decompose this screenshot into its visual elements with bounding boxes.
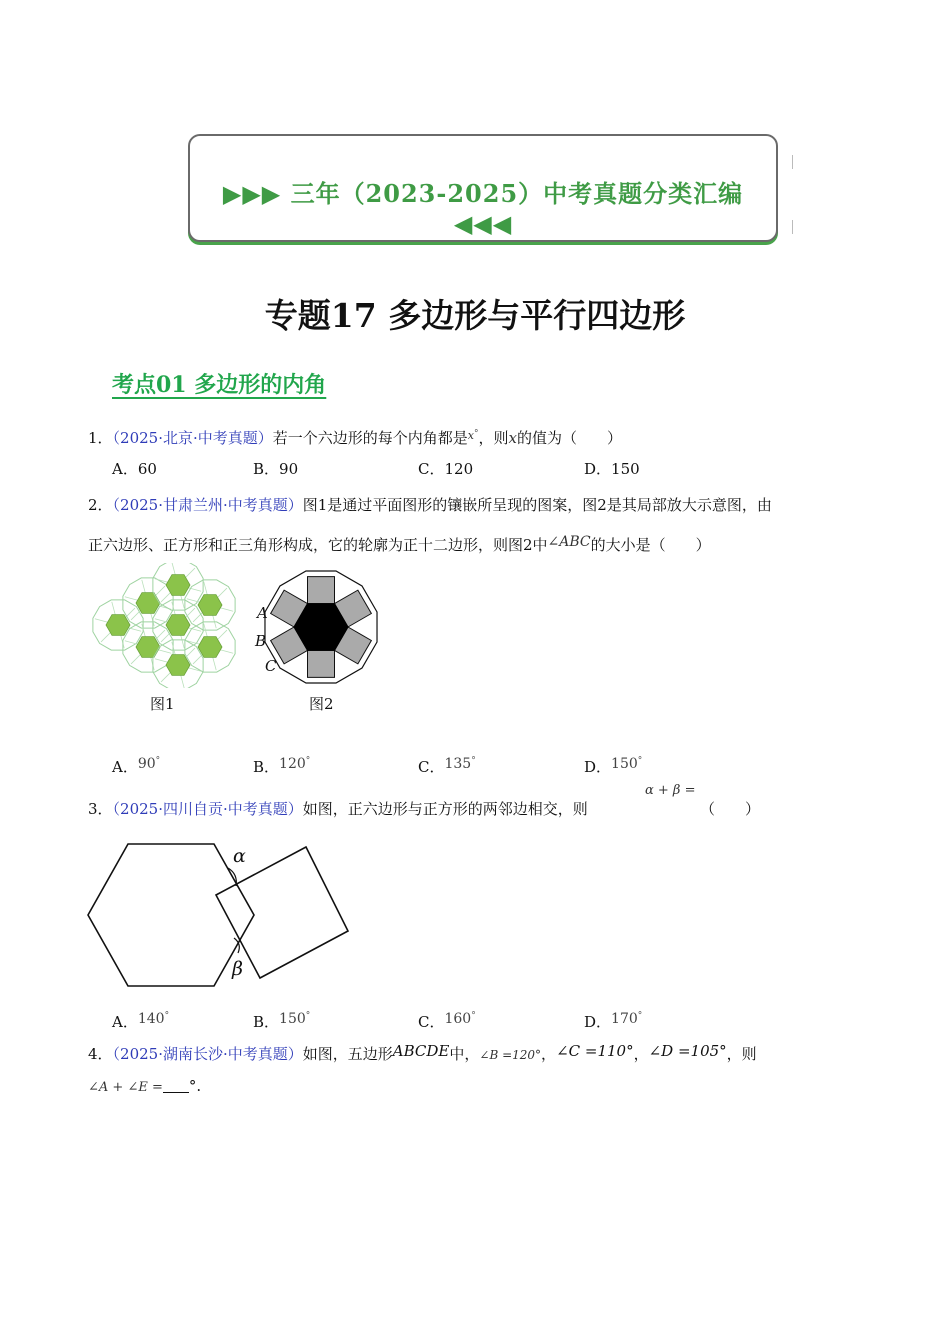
green-hexagon xyxy=(198,595,222,616)
q4-answer-blank[interactable] xyxy=(163,1078,189,1093)
q3-text: 如图，正六边形与正方形的两邻边相交，则 xyxy=(302,800,588,818)
q2-fig2-caption: 图2 xyxy=(309,695,334,713)
q3-number: 3． xyxy=(88,800,113,818)
q2-option-c-letter: C． xyxy=(418,758,445,776)
q4-d-angle: ∠D =105° xyxy=(648,1042,727,1060)
q1-deg: ° xyxy=(474,429,479,439)
banner-tick-top xyxy=(792,155,793,169)
q2-fig1-caption: 图1 xyxy=(150,695,175,713)
q2-source: （2025·甘肃兰州·中考真题） xyxy=(112,496,303,514)
q2-option-b-letter: B． xyxy=(253,758,280,776)
green-hexagon xyxy=(106,615,130,636)
q3-option-d-letter: D． xyxy=(584,1013,612,1031)
green-hexagon xyxy=(136,637,160,658)
q3-option-b-letter: B． xyxy=(253,1013,280,1031)
q3-source: （2025·四川自贡·中考真题） xyxy=(112,800,303,818)
question-3 xyxy=(88,799,588,819)
green-hexagon xyxy=(166,655,190,676)
q3-option-a-letter: A． xyxy=(112,1013,138,1031)
q3-paren: （ ） xyxy=(700,800,761,818)
q3-option-d-value: 170 xyxy=(611,1011,638,1027)
q1-text-c: 的值为（ ） xyxy=(516,429,622,447)
q4-line2-expr: ∠A + ∠E = xyxy=(88,1080,163,1095)
header-banner xyxy=(188,134,778,242)
q2-option-d-letter: D． xyxy=(584,758,612,776)
q3-option-b-value: 150 xyxy=(279,1011,306,1027)
q2-option-a-deg: ° xyxy=(155,756,161,766)
q4-text-c: ，则 xyxy=(726,1045,757,1063)
green-hexagon xyxy=(198,637,222,658)
q2-option-b-deg: ° xyxy=(305,756,311,766)
q1-text-a: 若一个六边形的每个内角都是 xyxy=(272,429,468,447)
q2-line2-a: 正六边形、正方形和正三角形构成，它的轮廓为正十二边形，则图2中 xyxy=(88,536,548,554)
green-hexagon xyxy=(166,615,190,636)
q1-option-a: A．60 xyxy=(112,460,157,478)
q2-option-a xyxy=(112,751,160,777)
q3-option-b xyxy=(253,1006,310,1032)
q2-angle: ∠ABC xyxy=(547,534,591,550)
question-4-line2 xyxy=(88,1076,201,1098)
q4-number: 4． xyxy=(88,1045,113,1063)
q2-label-b: B xyxy=(255,632,267,650)
q4-b-angle: ∠B =120° xyxy=(479,1048,542,1062)
q2-option-d xyxy=(584,751,642,777)
q2-option-c xyxy=(418,751,476,777)
q3-alpha-label: α xyxy=(233,845,246,867)
q4-text-b: 中， xyxy=(449,1045,480,1063)
q3-option-a xyxy=(112,1006,169,1032)
q1-option-d: D．150 xyxy=(584,460,640,478)
q2-option-d-value: 150 xyxy=(611,756,638,772)
banner-title: ▶▶▶ 三年（2023-2025）中考真题分类汇编 ◀◀◀ xyxy=(222,179,744,238)
section-heading: 考点01 多边形的内角 xyxy=(112,372,327,398)
q3-figure xyxy=(86,840,356,990)
q2-figure-1 xyxy=(88,563,238,688)
q2-option-b xyxy=(253,751,310,777)
hexagon xyxy=(88,844,254,986)
q4-shape: ABCDE xyxy=(392,1042,450,1060)
q4-c-angle: ∠C =110° xyxy=(556,1042,634,1060)
q3-beta-label: β xyxy=(232,958,243,980)
q3-option-d xyxy=(584,1006,642,1032)
q2-line2-b: 的大小是（ ） xyxy=(590,536,711,554)
green-hexagon xyxy=(166,575,190,596)
question-2-line2 xyxy=(88,532,711,555)
q2-option-a-letter: A． xyxy=(112,758,138,776)
q3-option-a-deg: ° xyxy=(164,1011,170,1021)
q2-option-c-value: 135 xyxy=(444,756,472,772)
grey-square xyxy=(308,577,335,604)
q2-label-c: C xyxy=(265,657,277,675)
q2-number: 2． xyxy=(88,496,113,514)
page-title: 专题17 多边形与平行四边形 xyxy=(264,296,686,335)
q1-option-c: C．120 xyxy=(418,460,474,478)
q4-line2-end: °. xyxy=(188,1077,202,1095)
question-4: 4．（2025·湖南长沙·中考真题）如图，五边形ABCDE中，∠B =120°，∠C =110°，∠D =105°，则 xyxy=(88,1042,757,1063)
q1-text-b: ，则 xyxy=(478,429,509,447)
q2-option-c-deg: ° xyxy=(471,756,476,766)
question-2-line1 xyxy=(88,495,772,515)
q4-source: （2025·湖南长沙·中考真题） xyxy=(112,1045,303,1063)
q3-option-c-deg: ° xyxy=(471,1011,476,1021)
banner-tick-bottom xyxy=(792,220,793,234)
q2-option-d-deg: ° xyxy=(637,756,643,766)
grey-square xyxy=(308,650,335,677)
q4-text-a: 如图，五边形 xyxy=(302,1045,393,1063)
dodecagon-diagram xyxy=(265,571,377,683)
question-1 xyxy=(88,424,622,448)
q3-option-c-letter: C． xyxy=(418,1013,445,1031)
q3-option-d-deg: ° xyxy=(637,1011,643,1021)
green-hexagon xyxy=(136,593,160,614)
q2-line1: 图1是通过平面图形的镶嵌所呈现的图案，图2是其局部放大示意图，由 xyxy=(302,496,772,514)
q3-option-c xyxy=(418,1006,476,1032)
q1-source: （2025·北京·中考真题） xyxy=(112,429,273,447)
q2-option-b-value: 120 xyxy=(279,756,306,772)
q1-var-2: x xyxy=(508,429,517,447)
tessellation-pattern xyxy=(93,560,235,690)
q1-number: 1． xyxy=(88,429,113,447)
q2-label-a: A xyxy=(257,604,268,622)
q3-expression: α + β = xyxy=(645,783,696,798)
q1-option-b: B．90 xyxy=(253,460,299,478)
q1-var: x xyxy=(467,429,474,442)
q3-option-b-deg: ° xyxy=(305,1011,311,1021)
q3-option-a-value: 140 xyxy=(137,1011,165,1027)
q3-option-c-value: 160 xyxy=(444,1011,472,1027)
q2-option-a-value: 90 xyxy=(137,756,156,772)
